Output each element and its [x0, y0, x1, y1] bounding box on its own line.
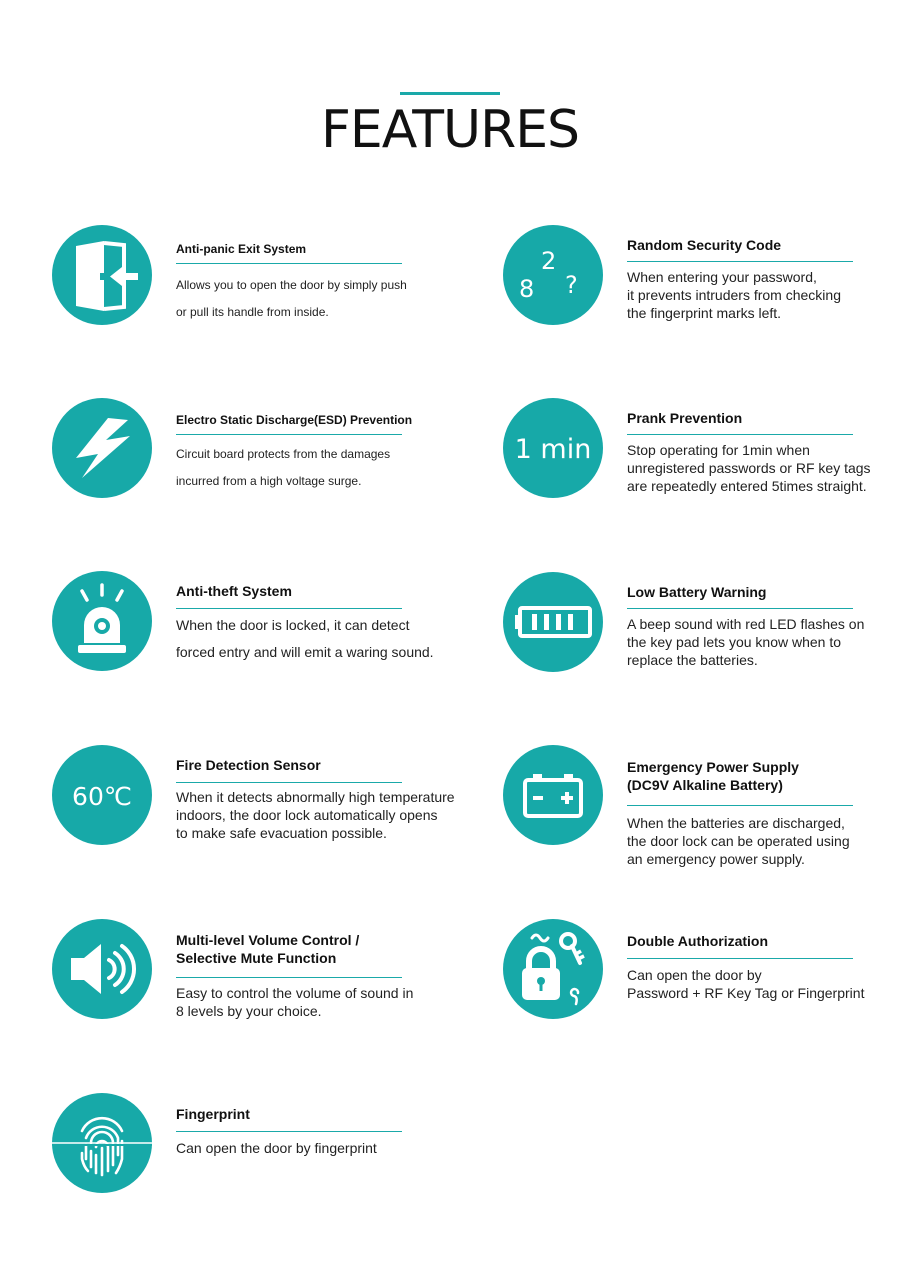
- feature-divider: [627, 608, 853, 609]
- feature-divider: [176, 977, 402, 978]
- code-digit-2: 2: [541, 247, 557, 275]
- feature-title: Selective Mute Function: [176, 950, 337, 966]
- feature-description: replace the batteries.: [627, 652, 758, 668]
- feature-description: the fingerprint marks left.: [627, 305, 782, 321]
- feature-title: Electro Static Discharge(ESD) Prevention: [176, 413, 413, 427]
- title-accent-bar: [400, 92, 500, 95]
- feature-title: Low Battery Warning: [627, 584, 767, 600]
- feature-description: Can open the door by fingerprint: [176, 1140, 377, 1156]
- feature-title: Fire Detection Sensor: [176, 757, 321, 773]
- feature-description: When the batteries are discharged,: [627, 815, 845, 831]
- feature-divider: [627, 958, 853, 959]
- feature-title: Emergency Power Supply: [627, 759, 799, 775]
- power-supply-icon: [503, 745, 603, 845]
- feature-description: are repeatedly entered 5times straight.: [627, 478, 867, 494]
- feature-description: When entering your password,: [627, 269, 817, 285]
- feature-description: Can open the door by: [627, 967, 762, 983]
- feature-divider: [627, 434, 853, 435]
- timer-label: 1 min: [514, 434, 592, 465]
- feature-description: the key pad lets you know when to: [627, 634, 842, 650]
- feature-description: A beep sound with red LED flashes on: [627, 616, 865, 632]
- page-title: FEATURES: [320, 100, 580, 160]
- fingerprint-icon: [52, 1093, 152, 1193]
- feature-description: an emergency power supply.: [627, 851, 805, 867]
- feature-divider: [627, 261, 853, 262]
- feature-title: Fingerprint: [176, 1106, 250, 1122]
- code-digit-8: 8: [519, 275, 535, 303]
- padlock-key-icon: [503, 919, 603, 1019]
- code-question-mark: ?: [565, 271, 578, 299]
- feature-description: Circuit board protects from the damages: [176, 447, 391, 461]
- feature-description: to make safe evacuation possible.: [176, 825, 387, 841]
- feature-title: Anti-panic Exit System: [176, 242, 307, 256]
- feature-divider: [627, 805, 853, 806]
- feature-description: the door lock can be operated using: [627, 833, 850, 849]
- feature-title: Prank Prevention: [627, 410, 743, 426]
- feature-title: Random Security Code: [627, 237, 782, 253]
- feature-description: Stop operating for 1min when: [627, 442, 810, 458]
- feature-description: forced entry and will emit a waring sound.: [176, 644, 434, 660]
- feature-description: or pull its handle from inside.: [176, 305, 329, 319]
- feature-description: 8 levels by your choice.: [176, 1003, 322, 1019]
- timer-icon: [503, 398, 603, 498]
- feature-description: incurred from a high voltage surge.: [176, 474, 362, 488]
- door-exit-icon: [52, 225, 152, 325]
- alarm-icon: [52, 571, 152, 671]
- temperature-label: 60℃: [72, 782, 132, 811]
- speaker-icon: [52, 919, 152, 1019]
- feature-divider: [176, 434, 402, 435]
- feature-description: Allows you to open the door by simply push: [176, 278, 407, 292]
- feature-divider: [176, 782, 402, 783]
- feature-description: When it detects abnormally high temperature: [176, 789, 455, 805]
- feature-description: When the door is locked, it can detect: [176, 617, 410, 633]
- feature-description: Easy to control the volume of sound in: [176, 985, 414, 1001]
- feature-divider: [176, 1131, 402, 1132]
- feature-title: (DC9V Alkaline Battery): [627, 777, 783, 793]
- feature-description: unregistered passwords or RF key tags: [627, 460, 871, 476]
- feature-description: it prevents intruders from checking: [627, 287, 841, 303]
- feature-description: Password + RF Key Tag or Fingerprint: [627, 985, 865, 1001]
- feature-title: Double Authorization: [627, 933, 769, 949]
- temperature-icon: [52, 745, 152, 845]
- feature-title: Multi-level Volume Control /: [176, 932, 360, 948]
- feature-divider: [176, 263, 402, 264]
- lightning-icon: [52, 398, 152, 498]
- feature-description: indoors, the door lock automatically opens: [176, 807, 438, 823]
- feature-divider: [176, 608, 402, 609]
- random-code-icon: [503, 225, 603, 325]
- feature-title: Anti-theft System: [176, 583, 292, 599]
- battery-icon: [503, 572, 603, 672]
